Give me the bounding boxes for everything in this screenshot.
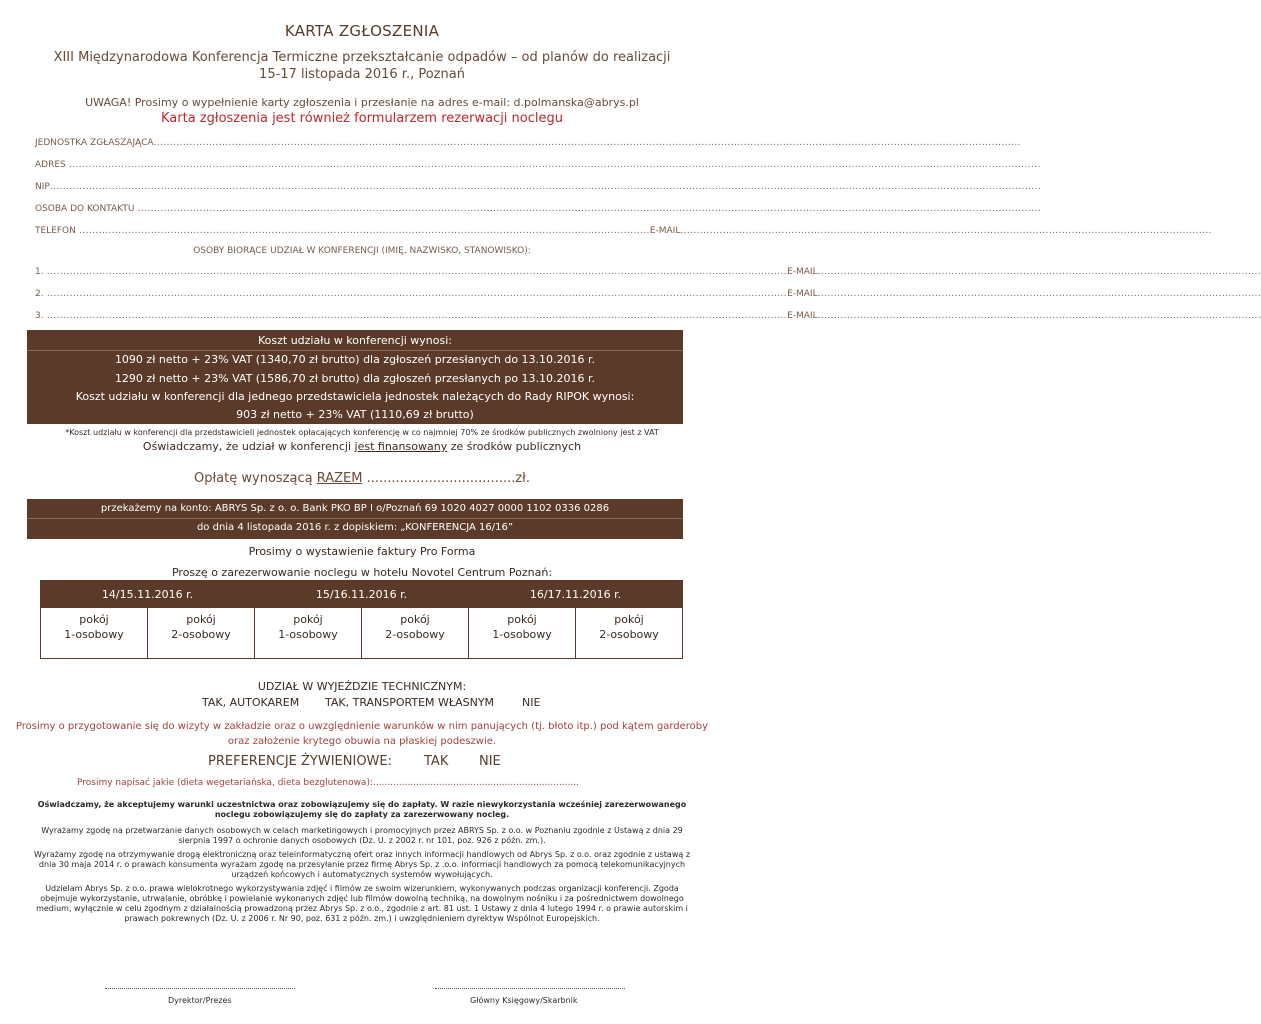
room-label: pokój — [293, 613, 323, 626]
payment-amount-field: ....................................zł. — [362, 471, 530, 486]
participant-num: 3. — [35, 311, 44, 321]
room-double-night-3[interactable] — [576, 608, 683, 659]
field-jednostka-label: JEDNOSTKA ZGŁASZAJĄCA — [35, 138, 154, 148]
diet-details-field[interactable]: Prosimy napisać jakie (dieta wegetariańska, dieta bezglutenowa):........................................................................ — [77, 778, 579, 788]
hotel-request: Proszę o zarezerwowanie noclegu w hotelu Novotel Centrum Poznań: — [171, 566, 553, 579]
room-type: 1-osobowy — [64, 628, 124, 641]
diet-no-option[interactable]: NIE — [479, 754, 501, 769]
room-label: pokój — [79, 613, 109, 626]
legal-marketing-consent: Wyrażamy zgodę na otrzymywanie drogą elektroniczną oraz teleinformatyczną ofert oraz innych informacji handlowych od Abrys Sp. z o.o. oraz zgodnie z ustawą z dnia 30 maja 2014 r. o prawach konsumenta wyrażam zgodę na przesyłanie przez firmę Abrys Sp. z .o.o. informacji handlowych za pomocą telekomunikacyjnych urządzeń końcowych i automatycznych systemów wywołujących. — [33, 850, 691, 879]
field-adres[interactable]: ADRES .......................................................................................................................................................................................................................................................................................................... — [35, 160, 1041, 170]
field-nip-label: NIP — [35, 182, 50, 192]
room-type: 2-osobowy — [599, 628, 659, 641]
field-osoba-label: OSOBA DO KONTAKTU — [35, 204, 135, 214]
conference-date: 15-17 listopada 2016 r., Poznań — [259, 67, 465, 82]
hotel-booking-table — [40, 580, 683, 659]
payment-deadline: do dnia 4 listopada 2016 r. z dopiskiem: „KONFERENCJA 16/16” — [196, 522, 514, 533]
room-double-night-1[interactable] — [148, 608, 255, 659]
field-nip[interactable]: NIP................................................................................................................................................................................................................................................................................................................ — [35, 182, 1042, 192]
declaration-text-end: ze środków publicznych — [447, 440, 582, 453]
cost-divider — [27, 350, 683, 351]
cost-line-4: 903 zł netto + 23% VAT (1110,69 zł brutto) — [236, 408, 474, 421]
room-double-night-2[interactable] — [362, 608, 469, 659]
declaration-underlined: jest finansowany — [354, 440, 448, 453]
field-osoba[interactable]: OSOBA DO KONTAKTU ..................................................................................................................................................................................................................................................................................... — [35, 204, 1041, 214]
room-label: pokój — [186, 613, 216, 626]
participant-row-1[interactable]: 1. ...................................................................................................................................................................................................................................E-MAIL........................................................................................................................................ — [35, 267, 1261, 277]
field-adres-label: ADRES — [35, 160, 66, 170]
excursion-info-1: Prosimy o przygotowanie się do wizyty w zakładzie oraz o uwzględnienie warunków w nim panujących (tj. błoto itp.) pod kątem garderoby — [15, 721, 709, 732]
public-funds-declaration[interactable] — [0, 440, 724, 453]
excursion-info-2: oraz założenie krytego obuwia na płaskiej podeszwie. — [227, 736, 497, 747]
excursion-heading: UDZIAŁ W WYJEŹDZIE TECHNICZNYM: — [257, 680, 467, 693]
payment-band — [27, 499, 683, 539]
hotel-rooms-row — [41, 608, 683, 659]
participants-heading: OSOBY BIORĄCE UDZIAŁ W KONFERENCJI (IMIĘ, NAZWISKO, STANOWISKO): — [193, 246, 531, 256]
signature-line-right — [435, 988, 625, 989]
room-single-night-1[interactable] — [41, 608, 148, 659]
cost-footnote: *Koszt udziału w konferencji dla przedstawicieli jednostek opłacających konferencję w co najmniej 70% ze środków publicznych zwolniony jest z VAT — [65, 428, 659, 437]
participant-email-label: E-MAIL — [787, 267, 818, 277]
cost-line-3: Koszt udziału w konferencji dla jednego przedstawiciela jednostek należących do Rady RIPOK wynosi: — [75, 390, 635, 403]
form-title: KARTA ZGŁOSZENIA — [284, 22, 440, 40]
cost-line-2: 1290 zł netto + 23% VAT (1586,70 zł brutto) dla zgłoszeń przesłanych po 13.10.2016 r. — [114, 372, 596, 385]
signature-line-left — [105, 988, 295, 989]
room-type: 2-osobowy — [385, 628, 445, 641]
room-type: 2-osobowy — [171, 628, 231, 641]
signature-accountant: Główny Księgowy/Skarbnik — [470, 996, 578, 1005]
room-single-night-2[interactable] — [255, 608, 362, 659]
payment-razem: RAZEM — [316, 471, 363, 486]
payment-label: Opłatę wynoszącą — [194, 471, 317, 486]
room-type: 1-osobowy — [492, 628, 552, 641]
participant-row-3[interactable]: 3. ...................................................................................................................................................................................................................................E-MAIL........................................................................................................................................ — [35, 311, 1261, 321]
excursion-option-bus[interactable]: TAK, AUTOKAREM — [202, 696, 300, 709]
cost-line-1: 1090 zł netto + 23% VAT (1340,70 zł brutto) dla zgłoszeń przesłanych do 13.10.2016 r. — [114, 353, 596, 366]
notice-red: Karta zgłoszenia jest również formularzem rezerwacji noclegu — [161, 111, 563, 126]
participant-num: 2. — [35, 289, 44, 299]
conference-name: XIII Międzynarodowa Konferencja Termiczne przekształcanie odpadów – od planów do realizacji — [53, 50, 671, 65]
room-label: pokój — [614, 613, 644, 626]
room-label: pokój — [507, 613, 537, 626]
excursion-option-own[interactable]: TAK, TRANSPORTEM WŁASNYM — [325, 696, 495, 709]
participant-row-2[interactable]: 2. ...................................................................................................................................................................................................................................E-MAIL........................................................................................................................................ — [35, 289, 1261, 299]
participant-num: 1. — [35, 267, 44, 277]
proforma-request: Prosimy o wystawienie faktury Pro Forma — [248, 545, 476, 558]
date-column-2: 15/16.11.2016 r. — [255, 581, 469, 608]
signature-director: Dyrektor/Prezes — [168, 996, 232, 1005]
field-telefon[interactable]: TELEFON ...............................................................................................................................................................................E-MAIL................................................................................................................................................................... — [35, 226, 1212, 236]
cost-heading: Koszt udziału w konferencji wynosi: — [257, 334, 453, 347]
legal-data-processing: Wyrażamy zgodę na przetwarzanie danych osobowych w celach marketingowych i promocyjnych przez ABRYS Sp. z o.o. w Poznaniu zgodnie z Ustawą z dnia 29 sierpnia 1997 o ochronie danych osobowych (Dz. U. z 2002 r. nr 101, poz. 926 z późn. zm.). — [41, 826, 683, 845]
hotel-dates-row — [41, 581, 683, 608]
excursion-option-no[interactable]: NIE — [522, 696, 541, 709]
payment-divider — [27, 518, 683, 519]
legal-image-rights: Udzielam Abrys Sp. z o.o. prawa wielokrotnego wykorzystywania zdjęć i filmów ze swoim wizerunkiem, wykonywanych podczas organizacji konferencji. Zgoda obejmuje wykorzystanie, utrwalanie, obróbkę i powielanie wykonanych zdjęć lub filmów dowolną techniką, na dowolnym nośniku i za pośrednictwem dowolnego medium, wyłącznie w celu zgodnym z działalnością prowadzoną przez Abrys Sp. z o.o., zgodnie z art. 81 ust. 1 Ustawy z dnia 4 lutego 1994 r. o prawie autorskim i prawach pokrewnych (Dz. U. z 2006 r. Nr 90, poz. 631 z późn. zm.) i uwzględnieniem dyrektyw Wspólnot Europejskich. — [36, 884, 688, 923]
payment-total[interactable] — [0, 471, 724, 486]
room-type: 1-osobowy — [278, 628, 338, 641]
field-email-label: E-MAIL — [649, 226, 681, 236]
diet-heading: PREFERENCJE ŻYWIENIOWE: — [208, 754, 392, 769]
notice-text: UWAGA! Prosimy o wypełnienie karty zgłoszenia i przesłanie na adres e-mail: d.polmanska@abrys.pl — [85, 96, 639, 109]
participant-email-label: E-MAIL — [787, 289, 818, 299]
room-label: pokój — [400, 613, 430, 626]
cost-band — [27, 330, 683, 424]
field-jednostka[interactable]: JEDNOSTKA ZGŁASZAJĄCA.......................................................................................................................................................................................................................................................................... — [35, 138, 1021, 148]
bank-account: przekażemy na konto: ABRYS Sp. z o. o. Bank PKO BP I o/Poznań 69 1020 4027 0000 1102 0336 0286 — [100, 503, 610, 514]
room-single-night-3[interactable] — [469, 608, 576, 659]
date-column-1: 14/15.11.2016 r. — [41, 581, 255, 608]
participant-email-label: E-MAIL — [787, 311, 818, 321]
legal-acceptance: Oświadczamy, że akceptujemy warunki uczestnictwa oraz zobowiązujemy się do zapłaty. W razie niewykorzystania wcześniej zarezerwowanego noclegu zobowiązujemy się do zapłaty za zarezerwowany nocleg. — [37, 800, 687, 819]
declaration-text: Oświadczamy, że udział w konferencji — [142, 440, 355, 453]
diet-yes-option[interactable]: TAK — [424, 754, 449, 769]
field-telefon-label: TELEFON — [35, 226, 76, 236]
date-column-3: 16/17.11.2016 r. — [469, 581, 683, 608]
